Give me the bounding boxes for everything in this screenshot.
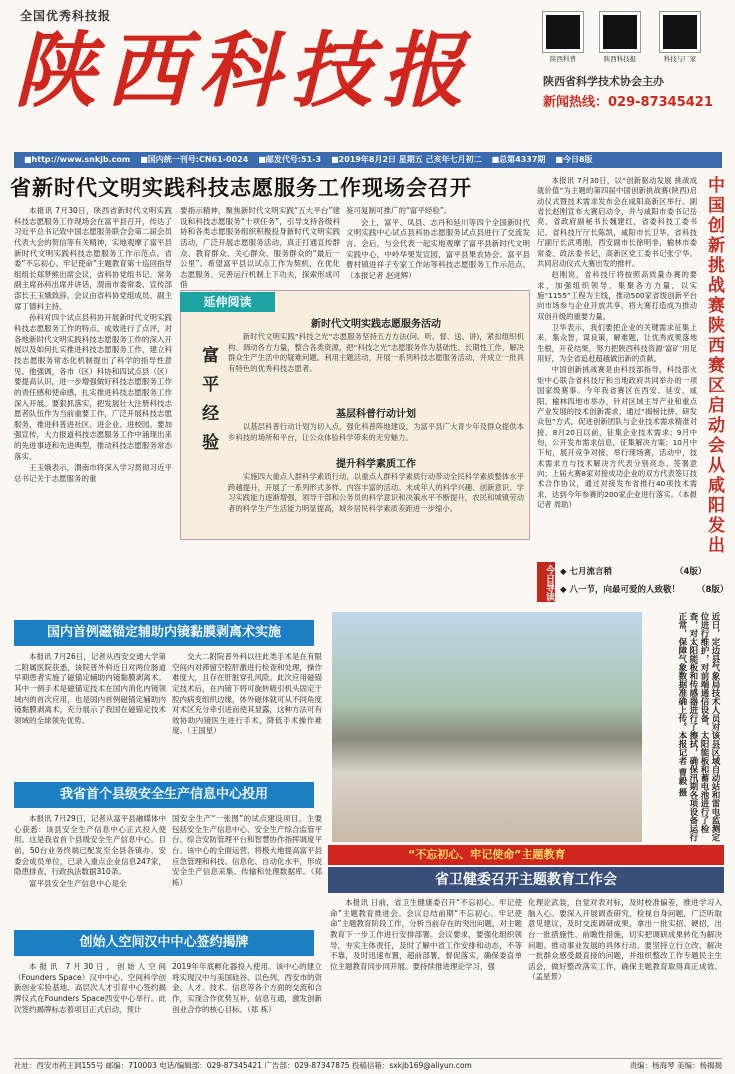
section-title: 基层科普行动计划 xyxy=(336,409,416,420)
section-text: 实施四大重点人群科学素质行动，以重点人群科学素质行动带动全民科学素质整体水平跨越提升，开展了一系列形式多样、内容丰富的活动。未成年人的科学兴趣、创新意识、学习实践能力逐渐增强，领导干部和公务员的科学意识和决策水平不断提升，农民和城镇劳动者的科学生产生活能力明显提高，城乡居民科学素质差距进一步缩小。 xyxy=(228,472,524,513)
issue-info-bar xyxy=(14,152,722,168)
extended-section xyxy=(228,458,524,515)
story1-col1: 本报讯 7月26日，记者从西安交通大学第二附属医院获悉，该院普外科近日对两位肠道早期患者实施了磁锚定辅助内镜黏膜剥离术。其中一例手术是磁锚定技术在国内消化内镜领域内的首次应用，也是国内首例磁锚定辅助内镜黏膜剥离术，充分展示了我国在磁锚定技术领域的全球领先优势。 xyxy=(14,652,166,725)
qr-code-3 xyxy=(660,12,700,52)
right-para: 本报讯 7月30日，以“创新驱动发展 挑战成就价值”为主题的第四届中国创新挑战赛(陕西)启动仪式暨技术需求发布会在咸阳高新区举行。副省长赵刚宣布大赛启动令，并与咸阳市委书记岳亮，省政府副秘书长魏建红，省委科技工委书记、省科技厅厅长陈凯，咸阳市长卫华，省科技厅副厅长武勇刚，西安副市长徐明非，榆林市委常委、政法委书记，高新区党工委书记张宁华，共同启动仪式大赛出发的推杆。 xyxy=(537,176,697,268)
teaser-item[interactable]: ◆ 八一节，向最可爱的人致敬！ （8版） xyxy=(560,585,729,595)
section-title: 提升科学素质工作 xyxy=(336,459,416,470)
right-para: 卫华表示，我们要把企业的关键需求征集上来，集众智，谋良策，解难题，让优秀成果落地生根，开花结果，努力把陕西科技资源‘富矿’用足用好，为全省追赶超越做出新的贡献。 xyxy=(537,323,697,364)
lead-headline: 省新时代文明实践科技志愿服务工作现场会召开 xyxy=(10,176,472,200)
weather-station-photo xyxy=(332,612,642,842)
story2-col1: 本报讯 7月29日，记者从富平县融媒体中心获悉：该县安全生产信息中心正式投入使用。这是我省首个县级安全生产信息中心。目前，50台业务终端已配发至全县各镇办、安委会成员单位，已录入重点企业信息247家，隐患排查，行政执法数据310条。 富平县安全生产信息中心是全 xyxy=(14,814,166,888)
edu-col2: 化理论武装，自觉对表对标，及时校准偏差，推进学习入脑入心。要深入开展调查研究，检视自身问题，广泛听取意见建议，及时交流调研成果，拿出一批实招、硬招，出台一批措施性、前瞻性措施，切实把调研成果转化为解决问题、推动事业发展的具体行动。要坚持立行立改，解决一批群众感受最直接的问题，并组织整改工作专题民主生活会，做好整改落实工作，确保主题教育取得真正成效。（孟星景） xyxy=(528,898,722,982)
story1-banner: 国内首例磁锚定辅助内镜黏膜剥离术实施 xyxy=(14,620,314,646)
lead-column-2 xyxy=(180,206,340,292)
right-vertical-headline: 中国创新挑战赛陕西赛区启动会从咸阳发出 xyxy=(704,176,724,556)
lead-para: 会上，富平、凤县、志丹和延川等四个全国新时代文明实践中心试点县科协志愿服务试点县进行了交流发言。会后，与会代表一起实地观摩了富平县新时代文明实践中心，中岭华果发宣园，富平县果农协会、富平县曹村镇进祥子专家工作站等科技志愿服务工作示范点。（本报记者 赵进辉） xyxy=(346,217,530,280)
extended-section xyxy=(228,408,524,444)
story2-col2: 国安全生产“一张图”的试点建设项目，主要包括安全生产信息中心、安全生产综合监管平台、综合安防管理平台和智慧协作指挥调度平台。该中心的全面运营，将极大地提高富平县应急管理和科技、信息化、自动化水平，形成安全生产信息采集、传输和处理数据库。（郑 栋） xyxy=(172,814,322,887)
info-postal: ■邮发代号:51-3 xyxy=(258,155,322,165)
qr-code-1 xyxy=(543,12,583,52)
extended-section xyxy=(228,318,524,375)
photo-caption: 近日，定边县气象局技术人员对该县区域自动站和雷电监测定位进行维护，对前端通信设备、太阳能板和蓄电池进行了检查，对太阳能板和传感器进行了擦拭，确保汛期各项设备运行正常，保障气象数据准确上传。本报记者 曹毅 摄 xyxy=(676,612,720,842)
footer-editors: 责编：杨海琴 美编：杨揭揭 xyxy=(629,1061,722,1070)
story3-col2: 2019年年底孵化器投入使用。该中心的建立将实现汉中与美国硅谷、以色列、西安市的资金、人才、技术、信息等各个方面的交流和合作，实现合作优势互补，信息互通，激发创新创业合作的核心目标。（郑 栋） xyxy=(172,962,322,1014)
info-issn: ■国内统一刊号:CN61-0024 xyxy=(140,155,249,165)
education-band: “不忘初心、牢记使命”主题教育 xyxy=(328,845,724,865)
story2-banner: 我省首个县级安全生产信息中心投用 xyxy=(14,782,314,808)
qr-label: 科技与厂家 xyxy=(663,55,697,63)
story3-col1: 本报讯 7月30日，创始人空间（Founders Space）汉中中心、空间科学创新创业实验基地、高层次人才引育中心签约揭牌仪式在Founders Space西安中心举行。此次签约揭牌标志着项目正式启动，预计 xyxy=(14,962,166,1014)
extended-reading-tag: 延伸阅读 xyxy=(180,292,275,312)
qr-label: 陕西科技报 xyxy=(603,55,637,63)
qr-label: 陕西科普 xyxy=(550,55,576,63)
right-article xyxy=(537,176,697,512)
story1-col2: 交大二附院普外科以往此类手术是在有限空间内对滞留空腔肝激进行检查和处理，操作难度大，且存在肝脏穿孔风险。此次应用磁锚定技术后，在内镜下将可旋转吸引机头固定于腔内病变组织边缘，体外磁体就可从不同角度对术区充分牵引进而使其显露，这种方法可有效协助内镜医生进行手术，降低手术操作难度。（王国星） xyxy=(172,652,322,736)
section-text: 新时代文明实践“科技之光”志愿服务坚持五方方法(问、听、督、送、讲)，紧扣组织机构、调动各方力量，整合各类资源，把“科技之光”志愿服务作为基础性、长期性工作，解决群众生产生活中的疑难问题。利用主题活动，开展一系列科技志愿服务活动，并成立一批具有特色的优秀科技志愿者。 xyxy=(228,332,524,373)
footer-contact: 社址：西安市药王洞155号 邮编：710003 电话/编辑部：029-87345421 广告部：029-87347875 投稿信箱：sxkjb169@aliyun.com xyxy=(14,1061,472,1070)
lead-para: 要指示精神，聚焦新时代文明实践“五大平台”建设和科技志愿服务“十项任务”，引导支持各级科协和各类志愿服务组织积极投身新时代文明实践活动，广泛开展志愿服务活动，真正打通宣传群众、教育群众、关心群众、服务群众的“最后一公里”。希望富平县以试点工作为契机，在优化志愿服务、完善运行机制上下功夫，探索形成可借 xyxy=(180,206,340,290)
section-text: 以基层科普行动计划为切入点，强化科普阵地建设，为富平县广大青少年及群众提供本乡科技的场所和平台，让公众体验科学带来的无穷魅力。 xyxy=(228,422,524,442)
masthead-top-label: 全国优秀科技报 xyxy=(20,9,112,23)
edu-col1: 本报讯 日前，省卫生健康委召开“不忘初心、牢记使命”主题教育推进会。会议总结前期“不忘初心、牢记使命”主题教育阶段工作，分析当前存在的突出问题，对主题教育下一步工作进行安排部署。会议要求，要强化组织领导，夯实主体责任，及时了解中省工作安排和动态，不等不靠，及时迅速布置，超前部署，督促落实，确保委直单位主题教育同步同开展。要持续推进理论学习，强 xyxy=(330,898,522,971)
right-para: 赵刚说，省科技厅将按照高质量办赛的要求，加强组织领导，集聚各方力量，以实施“1155”工程为主线，推动500家省级创新平台向市场参与企业开放共享，将大赛打造成为推动双创升级的重要力量。 xyxy=(537,270,697,321)
right-para: 中国创新挑战赛是由科技部指导，科技部火炬中心联合省科技厅和当地政府共同举办的一项国家级赛事。今年我省赛区在西安、延安、咸阳、榆林四地市举办，针对区域主导产业和重点产业发展的技术创新需求，通过“揭榜比拼、研发众包”方式，促进创新团队与企业技术需求精准对接。8月20日以前，征集企业技术需求；9月中旬，公开发布需求信息，征集解决方案；10月中下旬，展开竞争对接，举行现场赛，活动中，技术需求方与技术解决方代表分别亮态、签署意向；上届大赛8家对接成功企业的双方代表签订技术合作协议，通过对接发布省推行40项技术需求，达到今年参赛的200家企业进行落实。（本报记者 周助） xyxy=(537,365,697,510)
extended-vertical-title: 富平经验 xyxy=(198,346,219,462)
news-hotline: 新闻热线：029-87345421 xyxy=(543,95,713,110)
section-title: 新时代文明实践志愿服务活动 xyxy=(311,319,441,330)
info-website[interactable]: ■http://www.snkjb.com xyxy=(24,155,131,165)
teaser-label: 今日导读 xyxy=(537,562,555,602)
info-issue: ■总第4337期 xyxy=(491,155,546,165)
footer xyxy=(14,1058,722,1072)
teaser-item[interactable]: ◆ 七月流言稍 （4版） xyxy=(560,567,707,577)
masthead-logo: 陕西科技报 xyxy=(14,23,474,119)
lead-para: 鉴可复制可推广的“富平经验”。 xyxy=(346,206,452,215)
lead-column-3 xyxy=(346,206,530,282)
lead-para: 王玉娥表示，渭南市将深入学习贯彻习近平总书记关于志愿服务的重 xyxy=(14,463,172,484)
lead-column-1 xyxy=(14,206,172,486)
qr-code-2 xyxy=(600,12,640,52)
info-pages: ■今日8版 xyxy=(555,155,593,165)
education-headline: 省卫健委召开主题教育工作会 xyxy=(328,867,724,893)
lead-para: 本报讯 7月30日，陕西省新时代文明实践科技志愿服务工作现场会在富平县召开，传达了习近平总书记致中国志愿服务联合会第二届会员代表大会的贺信等有关精神，实地观摩了富平县新时代文明实践科技志愿服务工作示范点。省委“不忘初心、牢记使命”主题教育第十巡回指导组组长郑梦熊出席会议，省科协党组书记、常务副主席孙科出席并讲话，渭南市委常委、宣传部部长王玉娥致辞。会议由省科协党组成员、副主席丁德科主持。 xyxy=(14,206,172,311)
lead-para: 孙科对四个试点县科协开展新时代文明实践科技志愿服务工作的特点、成效进行了点评，对各地新时代文明实践科技志愿服务工作的深入开展以及如何扎实推进科技志愿服务工作，建立科技志愿服务常态化机制提出了科学的指导性意见。他强调，各市（区）科协和四试点县（区）要提高认识，进一步增强做好科技志愿服务工作的责任感和使命感，扎实推进科技志愿服务工作深入开展。要狠抓落实，把发展壮大注册科技志愿者队伍作为当前重要工作，广泛开展科技志愿服务，推进科普进社区、进企业、进校园。要加强宣传，大力报道科技志愿服务工作中涌现出来的先进事迹和先进典型，推动科技志愿服务常态落实。 xyxy=(14,313,172,461)
info-date: ■2019年8月2日 星期五 己亥年七月初二 xyxy=(331,155,482,165)
publisher: 陕西省科学技术协会主办 xyxy=(543,75,664,88)
story3-banner: 创始人空间汉中中心签约揭牌 xyxy=(14,930,314,956)
